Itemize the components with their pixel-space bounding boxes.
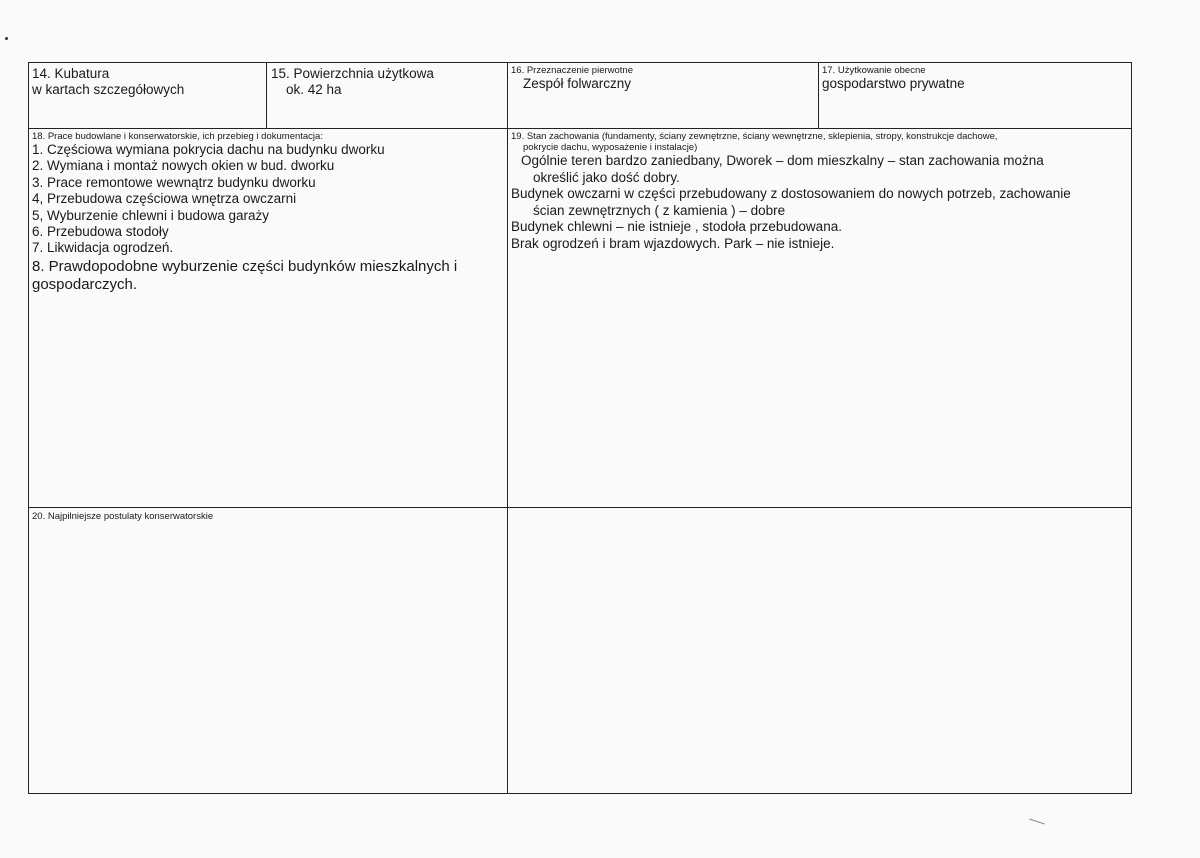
- cell-prace-budowlane: [32, 131, 504, 503]
- col-divider-middle: [507, 63, 508, 793]
- stan-p2-line2: ścian zewnętrznych ( z kamienia ) – dobre: [533, 202, 786, 218]
- row-divider-1: [29, 128, 1131, 129]
- uzytkowanie-label: 17. Użytkowanie obecne: [822, 65, 926, 76]
- cell-stan-zachowania: [511, 131, 1129, 503]
- powierzchnia-value: ok. 42 ha: [286, 82, 342, 97]
- scan-dot: [5, 37, 8, 40]
- stan-p1-line1: Ogólnie teren bardzo zaniedbany, Dworek – dom mieszkalny – stan zachowania można: [521, 153, 1044, 168]
- prace-item-8: 8. Prawdopodobne wyburzenie części budynków mieszkalnych i gospodarczych.: [32, 257, 458, 293]
- stan-p1-line2: określić jako dość dobry.: [533, 169, 680, 185]
- col-divider-16-17: [818, 63, 819, 128]
- powierzchnia-label: 15. Powierzchnia użytkowa: [271, 66, 434, 81]
- cell-kubatura: [32, 66, 264, 126]
- prace-item-1: 1. Częściowa wymiana pokrycia dachu na budynku dworku: [32, 142, 385, 157]
- scan-mark: [1029, 819, 1045, 825]
- prace-label: 18. Prace budowlane i konserwatorskie, ich przebieg i dokumentacja:: [32, 131, 323, 142]
- prace-item-5: 5, Wyburzenie chlewni i budowa garaży: [32, 207, 270, 223]
- stan-p4: Brak ogrodzeń i bram wjazdowych. Park – nie istnieje.: [511, 235, 835, 251]
- uzytkowanie-value: gospodarstwo prywatne: [822, 76, 965, 91]
- kubatura-label: 14. Kubatura: [32, 66, 110, 81]
- prace-item-7: 7. Likwidacja ogrodzeń.: [32, 240, 174, 256]
- heritage-record-form: [28, 62, 1132, 794]
- stan-label-line2: pokrycie dachu, wyposażenie i instalacje): [523, 142, 698, 153]
- row-divider-2: [29, 507, 1131, 508]
- prace-item-4: 4, Przebudowa częściowa wnętrza owczarni: [32, 191, 297, 207]
- cell-przeznaczenie: [511, 65, 816, 125]
- cell-postulaty: [32, 511, 504, 789]
- przeznaczenie-label: 16. Przeznaczenie pierwotne: [511, 65, 633, 76]
- prace-item-3: 3. Prace remontowe wewnątrz budynku dworku: [32, 174, 316, 190]
- cell-uzytkowanie: [822, 65, 1127, 125]
- stan-label-line1: 19. Stan zachowania (fundamenty, ściany zewnętrzne, ściany wewnętrzne, sklepienia, stropy, konstrukcje dachowe,: [511, 131, 998, 142]
- prace-item-6: 6. Przebudowa stodoły: [32, 224, 169, 240]
- col-divider-14-15: [266, 63, 267, 128]
- prace-item-2: 2. Wymiana i montaż nowych okien w bud. dworku: [32, 158, 335, 174]
- cell-powierzchnia: [271, 66, 505, 126]
- przeznaczenie-value: Zespół folwarczny: [523, 76, 632, 91]
- postulaty-label: 20. Najpilniejsze postulaty konserwatorskie: [32, 511, 214, 522]
- cell-postulaty-right: [511, 511, 1129, 789]
- stan-p3: Budynek chlewni – nie istnieje , stodoła przebudowana.: [511, 219, 842, 234]
- stan-p2-line1: Budynek owczarni w części przebudowany z dostosowaniem do nowych potrzeb, zachowanie: [511, 186, 1071, 201]
- kubatura-value: w kartach szczegółowych: [32, 82, 185, 97]
